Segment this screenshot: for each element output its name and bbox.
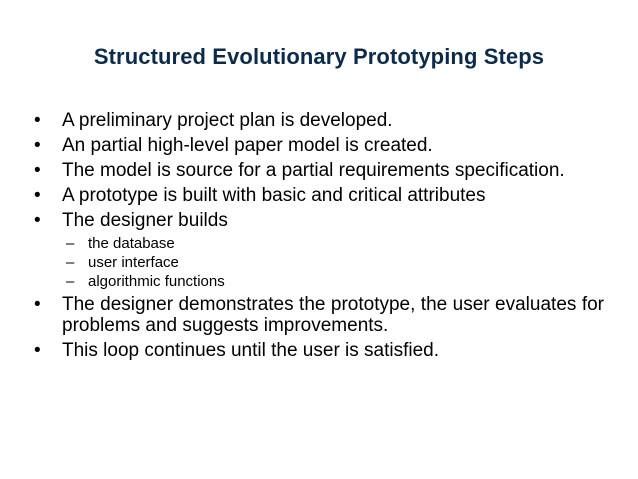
bullet-item [34,110,604,131]
sub-bullet-item [66,254,604,271]
bullet-item [34,160,604,181]
bullet-item [34,135,604,156]
bullet-icon: • [34,160,41,181]
dash-icon: – [66,254,75,271]
dash-icon: – [66,273,75,290]
bullet-text: A preliminary project plan is developed. [62,110,393,131]
sub-bullet-text: the database [88,235,175,252]
bullet-text: This loop continues until the user is satisfied. [62,340,440,361]
bullet-list [34,110,604,365]
bullet-icon: • [34,135,41,156]
sub-bullet-text: user interface [88,254,179,271]
sub-bullet-item [66,273,604,290]
bullet-text: The designer builds [62,210,228,231]
bullet-icon: • [34,110,41,131]
sub-bullet-item [66,235,604,252]
bullet-text: A prototype is built with basic and critical attributes [62,185,486,206]
bullet-icon: • [34,294,41,315]
bullet-item [34,185,604,206]
bullet-item [34,294,604,336]
sub-bullet-text: algorithmic functions [88,273,225,290]
slide-title: Structured Evolutionary Prototyping Steps [93,44,545,69]
bullet-text: The designer demonstrates the prototype, the user evaluates for problems and suggests improvements. [62,294,604,336]
bullet-text: The model is source for a partial requirements specification. [62,160,565,181]
sub-bullet-list [66,235,604,290]
bullet-item [34,340,604,361]
bullet-icon: • [34,185,41,206]
bullet-item [34,210,604,290]
bullet-icon: • [34,340,41,361]
bullet-text: An partial high-level paper model is created. [62,135,433,156]
dash-icon: – [66,235,75,252]
bullet-icon: • [34,210,41,231]
